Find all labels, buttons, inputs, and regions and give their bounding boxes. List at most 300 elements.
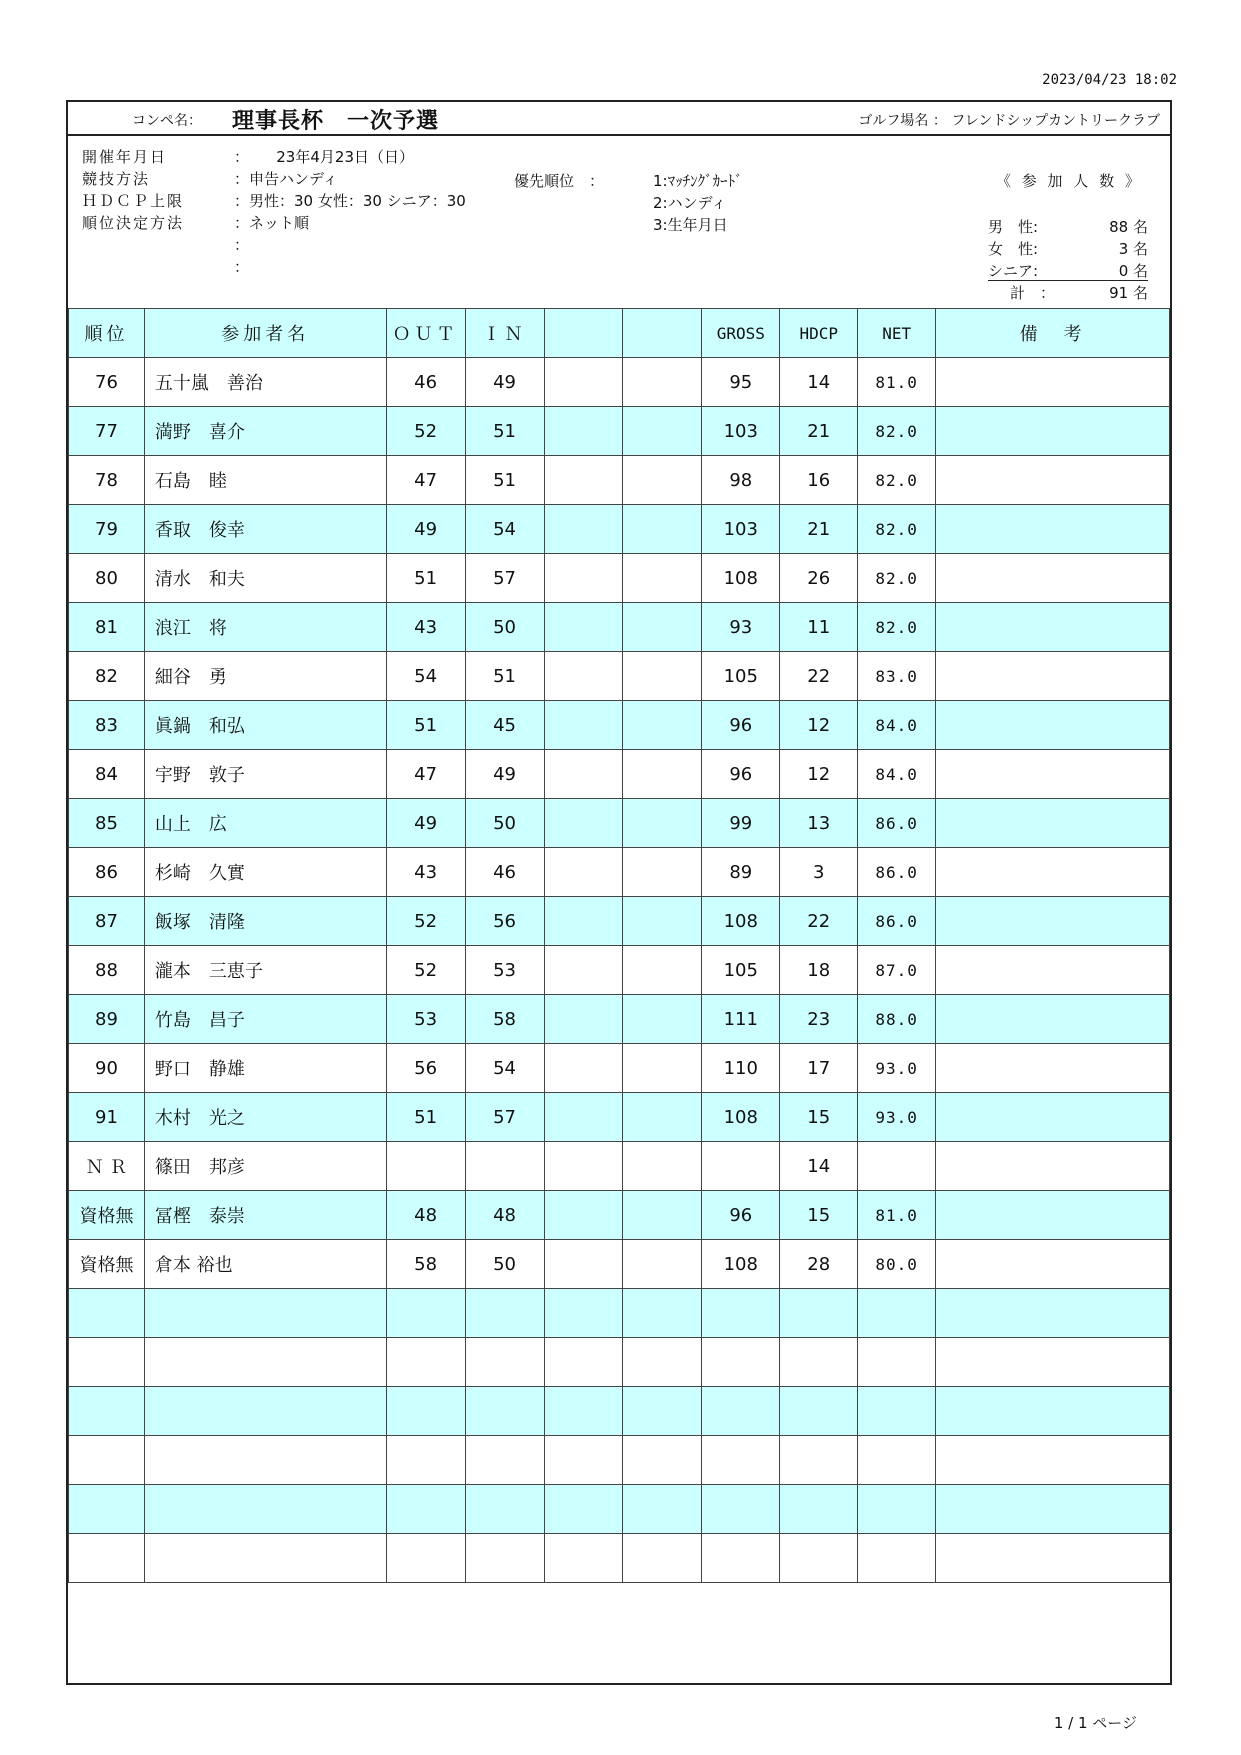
- cell-blank: [623, 995, 702, 1044]
- cell-name: 野口 静雄: [144, 1044, 386, 1093]
- cell-net: 81.0: [858, 1191, 936, 1240]
- header-out: ＯＵＴ: [386, 309, 465, 358]
- info-value: ：: [234, 236, 250, 254]
- cell-blank: [544, 505, 623, 554]
- cell-note: [936, 652, 1170, 701]
- cell-name: 篠田 邦彦: [144, 1142, 386, 1191]
- table-row: [69, 1289, 1170, 1338]
- participants-count: 91 名: [1109, 284, 1148, 302]
- header-gross: GROSS: [702, 309, 780, 358]
- cell-gross: 108: [702, 897, 780, 946]
- cell-blank: [544, 358, 623, 407]
- cell-in: [465, 1338, 544, 1387]
- cell-net: 86.0: [858, 848, 936, 897]
- table-row: [69, 456, 1170, 505]
- cell-blank: [623, 1142, 702, 1191]
- cell-out: [386, 1338, 465, 1387]
- cell-rank: 87: [69, 897, 145, 946]
- table-row: [69, 1191, 1170, 1240]
- cell-blank: [544, 897, 623, 946]
- cell-blank: [544, 1387, 623, 1436]
- participants-count: 3 名: [1118, 240, 1148, 258]
- results-table: [68, 308, 1170, 1583]
- cell-out: 56: [386, 1044, 465, 1093]
- cell-hdcp: 21: [780, 407, 858, 456]
- cell-rank: [69, 1338, 145, 1387]
- table-row: [69, 358, 1170, 407]
- cell-note: [936, 799, 1170, 848]
- priority-item: 2:ハンディ: [653, 194, 727, 212]
- cell-name: 木村 光之: [144, 1093, 386, 1142]
- cell-blank: [544, 1191, 623, 1240]
- cell-note: [936, 407, 1170, 456]
- cell-rank: 80: [69, 554, 145, 603]
- cell-out: 49: [386, 505, 465, 554]
- cell-gross: [702, 1485, 780, 1534]
- cell-rank: 77: [69, 407, 145, 456]
- cell-in: 56: [465, 897, 544, 946]
- cell-hdcp: 18: [780, 946, 858, 995]
- table-row: [69, 1436, 1170, 1485]
- cell-hdcp: 22: [780, 652, 858, 701]
- cell-out: 43: [386, 603, 465, 652]
- cell-hdcp: 26: [780, 554, 858, 603]
- cell-name: 山上 広: [144, 799, 386, 848]
- cell-out: 58: [386, 1240, 465, 1289]
- cell-net: 82.0: [858, 603, 936, 652]
- cell-blank: [544, 554, 623, 603]
- cell-note: [936, 1044, 1170, 1093]
- cell-name: 浪江 将: [144, 603, 386, 652]
- cell-blank: [544, 1142, 623, 1191]
- header-net: NET: [858, 309, 936, 358]
- cell-note: [936, 1485, 1170, 1534]
- table-row: [69, 1240, 1170, 1289]
- cell-rank: 82: [69, 652, 145, 701]
- footer-blank-area: [68, 1565, 1170, 1683]
- cell-name: [144, 1289, 386, 1338]
- cell-blank: [544, 1240, 623, 1289]
- cell-out: 51: [386, 701, 465, 750]
- cell-name: 細谷 勇: [144, 652, 386, 701]
- cell-out: [386, 1436, 465, 1485]
- cell-net: 81.0: [858, 358, 936, 407]
- cell-net: [858, 1485, 936, 1534]
- cell-gross: 108: [702, 554, 780, 603]
- cell-blank: [623, 750, 702, 799]
- cell-hdcp: 13: [780, 799, 858, 848]
- cell-in: 49: [465, 750, 544, 799]
- cell-rank: 90: [69, 1044, 145, 1093]
- cell-out: 52: [386, 946, 465, 995]
- cell-in: 51: [465, 652, 544, 701]
- cell-net: 82.0: [858, 407, 936, 456]
- cell-name: [144, 1436, 386, 1485]
- header-rank: 順位: [69, 309, 145, 358]
- cell-note: [936, 1191, 1170, 1240]
- cell-note: [936, 946, 1170, 995]
- cell-note: [936, 554, 1170, 603]
- cell-note: [936, 848, 1170, 897]
- info-value: ：申告ハンディ: [234, 170, 338, 188]
- cell-in: [465, 1485, 544, 1534]
- cell-out: 54: [386, 652, 465, 701]
- table-row: [69, 652, 1170, 701]
- table-row: [69, 995, 1170, 1044]
- cell-net: 93.0: [858, 1093, 936, 1142]
- cell-blank: [544, 652, 623, 701]
- cell-in: 46: [465, 848, 544, 897]
- cell-net: 88.0: [858, 995, 936, 1044]
- cell-out: [386, 1387, 465, 1436]
- cell-gross: 96: [702, 701, 780, 750]
- cell-blank: [623, 1093, 702, 1142]
- cell-out: 53: [386, 995, 465, 1044]
- cell-note: [936, 1240, 1170, 1289]
- cell-hdcp: 14: [780, 358, 858, 407]
- cell-name: 瀧本 三恵子: [144, 946, 386, 995]
- cell-out: 51: [386, 1093, 465, 1142]
- info-label: 競技方法: [82, 170, 151, 188]
- cell-hdcp: [780, 1387, 858, 1436]
- cell-blank: [544, 407, 623, 456]
- cell-blank: [623, 1387, 702, 1436]
- cell-note: [936, 1142, 1170, 1191]
- cell-hdcp: 11: [780, 603, 858, 652]
- cell-blank: [623, 946, 702, 995]
- header-blank: [544, 309, 623, 358]
- page-indicator: 1 / 1 ページ: [1053, 1714, 1137, 1732]
- cell-out: 49: [386, 799, 465, 848]
- cell-blank: [623, 1485, 702, 1534]
- cell-out: [386, 1485, 465, 1534]
- cell-hdcp: 16: [780, 456, 858, 505]
- cell-rank: 79: [69, 505, 145, 554]
- cell-blank: [544, 456, 623, 505]
- cell-note: [936, 701, 1170, 750]
- table-row: [69, 554, 1170, 603]
- cell-note: [936, 505, 1170, 554]
- cell-in: 50: [465, 799, 544, 848]
- competition-label: コンペ名：: [132, 113, 202, 129]
- cell-out: 52: [386, 407, 465, 456]
- cell-name: 飯塚 清隆: [144, 897, 386, 946]
- cell-rank: 91: [69, 1093, 145, 1142]
- cell-hdcp: 12: [780, 750, 858, 799]
- table-row: [69, 1044, 1170, 1093]
- cell-gross: 110: [702, 1044, 780, 1093]
- cell-note: [936, 603, 1170, 652]
- cell-gross: 103: [702, 407, 780, 456]
- cell-in: 50: [465, 1240, 544, 1289]
- cell-hdcp: 21: [780, 505, 858, 554]
- participants-label: 計 ：: [1010, 284, 1056, 302]
- cell-blank: [544, 1044, 623, 1093]
- cell-out: 43: [386, 848, 465, 897]
- cell-in: 57: [465, 1093, 544, 1142]
- cell-name: 冨樫 泰崇: [144, 1191, 386, 1240]
- cell-gross: [702, 1289, 780, 1338]
- cell-gross: 93: [702, 603, 780, 652]
- cell-rank: [69, 1387, 145, 1436]
- priority-item: 1:ﾏｯﾁﾝｸﾞｶｰﾄﾞ: [653, 172, 743, 190]
- cell-in: [465, 1387, 544, 1436]
- cell-gross: 108: [702, 1240, 780, 1289]
- cell-blank: [623, 652, 702, 701]
- cell-blank: [544, 1093, 623, 1142]
- priority-label: 優先順位 ：: [514, 172, 605, 190]
- table-row: [69, 701, 1170, 750]
- cell-in: [465, 1142, 544, 1191]
- cell-note: [936, 358, 1170, 407]
- cell-name: 清水 和夫: [144, 554, 386, 603]
- cell-blank: [623, 407, 702, 456]
- cell-in: 48: [465, 1191, 544, 1240]
- cell-name: 杉崎 久實: [144, 848, 386, 897]
- cell-note: [936, 456, 1170, 505]
- cell-rank: 83: [69, 701, 145, 750]
- cell-net: [858, 1289, 936, 1338]
- info-label: 順位決定方法: [82, 214, 185, 232]
- cell-gross: [702, 1338, 780, 1387]
- cell-note: [936, 897, 1170, 946]
- cell-blank: [623, 1436, 702, 1485]
- cell-rank: 資格無: [69, 1191, 145, 1240]
- cell-blank: [623, 554, 702, 603]
- cell-net: 82.0: [858, 456, 936, 505]
- cell-name: 香取 俊幸: [144, 505, 386, 554]
- cell-name: 竹島 昌子: [144, 995, 386, 1044]
- total-divider: [988, 280, 1148, 281]
- cell-net: 86.0: [858, 799, 936, 848]
- table-row: [69, 946, 1170, 995]
- cell-net: [858, 1436, 936, 1485]
- cell-in: 51: [465, 407, 544, 456]
- cell-note: [936, 1093, 1170, 1142]
- cell-gross: [702, 1387, 780, 1436]
- cell-rank: 76: [69, 358, 145, 407]
- cell-hdcp: [780, 1338, 858, 1387]
- cell-hdcp: 22: [780, 897, 858, 946]
- cell-blank: [544, 701, 623, 750]
- cell-in: 50: [465, 603, 544, 652]
- cell-note: [936, 1436, 1170, 1485]
- cell-net: 93.0: [858, 1044, 936, 1093]
- cell-net: 82.0: [858, 554, 936, 603]
- cell-net: [858, 1387, 936, 1436]
- cell-gross: 96: [702, 1191, 780, 1240]
- participants-label: 男 性:: [988, 218, 1039, 236]
- cell-blank: [544, 848, 623, 897]
- table-row: [69, 603, 1170, 652]
- cell-name: 満野 喜介: [144, 407, 386, 456]
- cell-name: [144, 1485, 386, 1534]
- info-value: ：: [234, 258, 250, 276]
- participants-count: 88 名: [1109, 218, 1148, 236]
- cell-blank: [544, 946, 623, 995]
- table-row: [69, 750, 1170, 799]
- cell-gross: 99: [702, 799, 780, 848]
- cell-hdcp: 23: [780, 995, 858, 1044]
- cell-rank: 86: [69, 848, 145, 897]
- cell-out: 46: [386, 358, 465, 407]
- table-row: [69, 799, 1170, 848]
- table-body: [69, 358, 1170, 1583]
- cell-hdcp: 15: [780, 1093, 858, 1142]
- cell-in: 54: [465, 505, 544, 554]
- cell-rank: 78: [69, 456, 145, 505]
- cell-net: [858, 1338, 936, 1387]
- cell-net: 86.0: [858, 897, 936, 946]
- cell-rank: 84: [69, 750, 145, 799]
- cell-rank: [69, 1485, 145, 1534]
- cell-rank: 85: [69, 799, 145, 848]
- table-row: [69, 1142, 1170, 1191]
- cell-blank: [623, 1044, 702, 1093]
- table-row: [69, 1093, 1170, 1142]
- cell-gross: [702, 1436, 780, 1485]
- table-row: [69, 1485, 1170, 1534]
- cell-note: [936, 1387, 1170, 1436]
- course-name: ゴルフ場名 ： フレンドシップカントリークラブ: [858, 113, 1160, 129]
- cell-name: 宇野 敦子: [144, 750, 386, 799]
- cell-blank: [623, 603, 702, 652]
- cell-name: 石島 睦: [144, 456, 386, 505]
- cell-in: 53: [465, 946, 544, 995]
- cell-note: [936, 1289, 1170, 1338]
- participants-count: 0 名: [1118, 262, 1148, 280]
- cell-gross: [702, 1142, 780, 1191]
- cell-net: 82.0: [858, 505, 936, 554]
- cell-hdcp: [780, 1485, 858, 1534]
- cell-out: 51: [386, 554, 465, 603]
- table-row: [69, 897, 1170, 946]
- cell-rank: 89: [69, 995, 145, 1044]
- cell-blank: [623, 701, 702, 750]
- cell-blank: [544, 799, 623, 848]
- cell-out: [386, 1142, 465, 1191]
- cell-blank: [544, 995, 623, 1044]
- cell-blank: [544, 603, 623, 652]
- cell-rank: Ｎ Ｒ: [69, 1142, 145, 1191]
- cell-blank: [623, 799, 702, 848]
- table-row: [69, 505, 1170, 554]
- cell-gross: 108: [702, 1093, 780, 1142]
- participants-label: 女 性:: [988, 240, 1039, 258]
- cell-in: 57: [465, 554, 544, 603]
- cell-gross: 96: [702, 750, 780, 799]
- cell-rank: 88: [69, 946, 145, 995]
- cell-blank: [623, 848, 702, 897]
- timestamp: 2023/04/23 18:02: [1042, 72, 1177, 88]
- title-row: [68, 102, 1170, 136]
- cell-blank: [623, 358, 702, 407]
- info-value: ：ネット順: [234, 214, 310, 232]
- cell-out: 47: [386, 750, 465, 799]
- cell-hdcp: 15: [780, 1191, 858, 1240]
- cell-rank: 81: [69, 603, 145, 652]
- header-name: 参加者名: [144, 309, 386, 358]
- table-header-row: [69, 309, 1170, 358]
- cell-gross: 105: [702, 652, 780, 701]
- cell-rank: 資格無: [69, 1240, 145, 1289]
- cell-rank: [69, 1436, 145, 1485]
- cell-in: 51: [465, 456, 544, 505]
- cell-name: 倉本 裕也: [144, 1240, 386, 1289]
- cell-net: 87.0: [858, 946, 936, 995]
- cell-in: 45: [465, 701, 544, 750]
- cell-out: 47: [386, 456, 465, 505]
- cell-blank: [544, 1338, 623, 1387]
- cell-net: 84.0: [858, 701, 936, 750]
- cell-gross: 105: [702, 946, 780, 995]
- cell-net: 83.0: [858, 652, 936, 701]
- header-hdcp: HDCP: [780, 309, 858, 358]
- cell-blank: [623, 1289, 702, 1338]
- table-row: [69, 407, 1170, 456]
- cell-net: 84.0: [858, 750, 936, 799]
- cell-hdcp: 17: [780, 1044, 858, 1093]
- cell-net: [858, 1142, 936, 1191]
- participants-label: シニア:: [988, 262, 1039, 280]
- priority-item: 3:生年月日: [653, 216, 728, 234]
- cell-blank: [623, 456, 702, 505]
- cell-gross: 89: [702, 848, 780, 897]
- cell-blank: [623, 1338, 702, 1387]
- cell-out: 48: [386, 1191, 465, 1240]
- cell-blank: [544, 1485, 623, 1534]
- cell-gross: 103: [702, 505, 780, 554]
- cell-in: [465, 1436, 544, 1485]
- cell-blank: [544, 750, 623, 799]
- cell-out: 52: [386, 897, 465, 946]
- cell-out: [386, 1289, 465, 1338]
- header-note: 備 考: [936, 309, 1170, 358]
- cell-note: [936, 1338, 1170, 1387]
- cell-name: 五十嵐 善治: [144, 358, 386, 407]
- info-value: ：男性：30 女性：30 シニア：30: [234, 192, 466, 210]
- results-sheet: [66, 100, 1172, 1685]
- cell-name: [144, 1387, 386, 1436]
- cell-hdcp: 14: [780, 1142, 858, 1191]
- cell-hdcp: 28: [780, 1240, 858, 1289]
- cell-net: 80.0: [858, 1240, 936, 1289]
- cell-hdcp: 12: [780, 701, 858, 750]
- cell-in: 49: [465, 358, 544, 407]
- cell-gross: 111: [702, 995, 780, 1044]
- cell-blank: [623, 1191, 702, 1240]
- cell-gross: 95: [702, 358, 780, 407]
- cell-note: [936, 995, 1170, 1044]
- info-section: [68, 136, 1170, 312]
- table-row: [69, 848, 1170, 897]
- cell-in: 54: [465, 1044, 544, 1093]
- cell-blank: [623, 1240, 702, 1289]
- cell-name: [144, 1338, 386, 1387]
- info-label: 開催年月日: [82, 148, 168, 166]
- header-in: ＩＮ: [465, 309, 544, 358]
- cell-hdcp: [780, 1436, 858, 1485]
- cell-in: [465, 1289, 544, 1338]
- cell-name: 眞鍋 和弘: [144, 701, 386, 750]
- table-row: [69, 1338, 1170, 1387]
- participants-title: 《 参 加 人 数 》: [996, 172, 1143, 190]
- cell-hdcp: 3: [780, 848, 858, 897]
- info-value: ： 23年4月23日（日）: [234, 148, 414, 166]
- cell-hdcp: [780, 1289, 858, 1338]
- cell-blank: [623, 505, 702, 554]
- cell-note: [936, 750, 1170, 799]
